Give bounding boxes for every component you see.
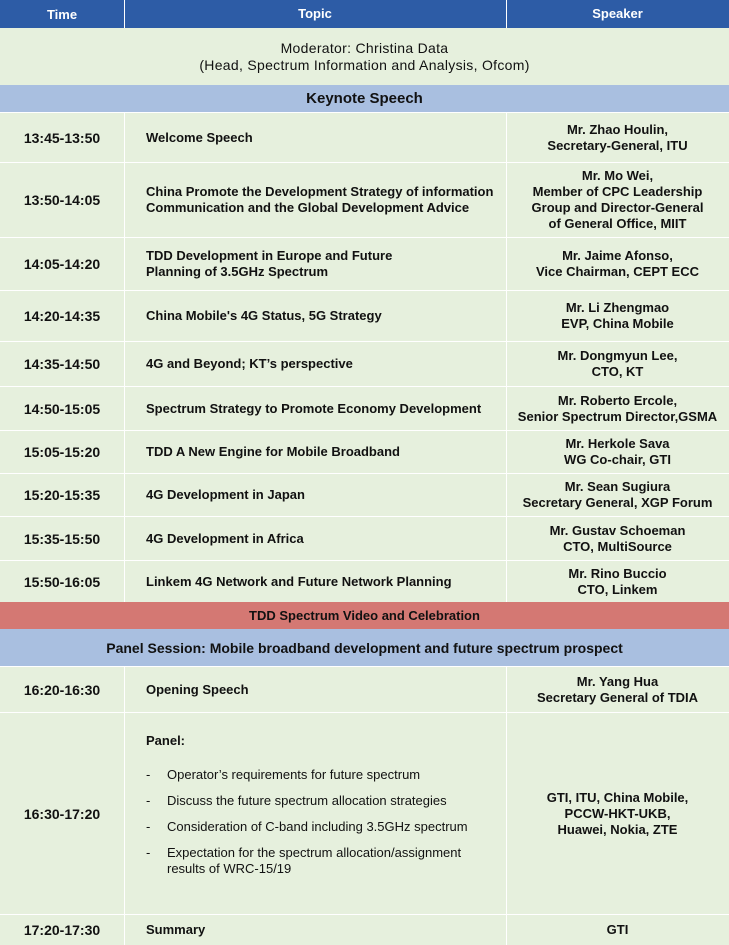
opening-topic: Opening Speech (146, 681, 249, 697)
header-topic: Topic (298, 6, 332, 21)
session-row (0, 473, 729, 516)
session-topic-line: TDD Development in Europe and Future (146, 248, 393, 263)
session-speaker-line: Mr. Herkole Sava (565, 436, 670, 451)
bullet-dash: - (146, 819, 151, 834)
session-speaker (506, 474, 729, 516)
header-time: Time (46, 6, 78, 22)
moderator-block (0, 28, 729, 85)
session-topic (124, 113, 506, 162)
session-speaker (506, 163, 729, 237)
panel-item-text: results of WRC-15/19 (167, 861, 292, 876)
bullet-dash: - (146, 845, 151, 860)
panel-item-text: Operator’s requirements for future spectrum (167, 767, 421, 782)
session-topic-line: Planning of 3.5GHz Spectrum (146, 264, 329, 279)
session-topic-line: 4G and Beyond; KT’s perspective (146, 356, 353, 371)
opening-time: 16:20-16:30 (23, 681, 101, 698)
session-speaker-line: WG Co-chair, GTI (564, 452, 671, 467)
summary-speaker: GTI (606, 922, 629, 937)
session-topic-line: 4G Development in Japan (146, 487, 305, 502)
panel-item (146, 845, 501, 877)
session-time: 15:35-15:50 (23, 530, 101, 547)
table-header (0, 0, 729, 28)
moderator-name: Moderator: Christina Data (280, 39, 449, 56)
panel-item (146, 767, 501, 783)
session-row (0, 386, 729, 430)
summary-row (0, 914, 729, 945)
session-speaker-line: Senior Spectrum Director,GSMA (517, 408, 718, 424)
session-speaker-line: Mr. Mo Wei, (581, 168, 654, 183)
panel-time: 16:30-17:20 (23, 805, 101, 822)
session-speaker-line: Vice Chairman, CEPT ECC (535, 264, 700, 279)
session-topic-line: 4G Development in Africa (146, 530, 304, 546)
moderator-title: (Head, Spectrum Information and Analysis, Ofcom) (199, 56, 530, 73)
session-speaker-line: Mr. Dongmyun Lee, (557, 348, 678, 363)
session-time: 15:05-15:20 (23, 444, 101, 460)
opening-speaker (506, 667, 729, 712)
session-speaker-line: Mr. Li Zhengmao (565, 300, 670, 315)
panel-topic (124, 713, 506, 914)
session-row (0, 516, 729, 560)
session-speaker-line: EVP, China Mobile (561, 316, 674, 331)
session-time: 14:20-14:35 (23, 308, 101, 324)
session-topic (124, 291, 506, 341)
bullet-dash: - (146, 767, 151, 782)
panel-heading: Panel Session: Mobile broadband development and future spectrum prospect (0, 629, 729, 666)
session-topic-line: China Promote the Development Strategy of information (146, 184, 494, 199)
session-speaker (506, 238, 729, 290)
session-time: 15:20-15:35 (23, 487, 101, 503)
session-topic-line: Communication and the Global Development Advice (146, 200, 470, 215)
session-topic (124, 431, 506, 473)
panel-speaker-line: GTI, ITU, China Mobile, (546, 789, 689, 805)
session-speaker-line: Group and Director-General (531, 200, 704, 215)
session-speaker (506, 387, 729, 430)
session-speaker-line: CTO, Linkem (577, 581, 658, 597)
session-speaker-line: Mr. Sean Sugiura (564, 479, 671, 494)
session-topic (124, 238, 506, 290)
session-speaker-line: CTO, KT (591, 364, 644, 379)
session-topic-line: Spectrum Strategy to Promote Economy Development (146, 400, 482, 416)
panel-label: Panel: (146, 733, 186, 748)
session-topic (124, 387, 506, 430)
session-speaker-line: Mr. Gustav Schoeman (549, 522, 686, 538)
session-topic-line: TDD A New Engine for Mobile Broadband (146, 444, 400, 459)
session-time: 14:35-14:50 (23, 356, 101, 372)
session-row (0, 290, 729, 341)
session-speaker-line: Member of CPC Leadership (532, 184, 703, 199)
session-row (0, 237, 729, 290)
bullet-dash: - (146, 793, 151, 808)
session-row (0, 430, 729, 473)
session-time: 15:50-16:05 (23, 573, 101, 590)
session-speaker (506, 113, 729, 162)
session-row (0, 560, 729, 602)
session-speaker-line: Mr. Roberto Ercole, (557, 392, 678, 408)
session-time: 14:05-14:20 (23, 256, 101, 272)
session-row (0, 112, 729, 162)
panel-item-text: Consideration of C-band including 3.5GHz spectrum (167, 819, 468, 834)
session-speaker-line: of General Office, MIIT (548, 216, 687, 231)
summary-topic: Summary (146, 922, 206, 937)
session-time: 13:45-13:50 (23, 129, 101, 146)
session-topic-line: Welcome Speech (146, 129, 253, 145)
session-time: 14:50-15:05 (23, 400, 101, 417)
opening-speaker-line: Secretary General of TDIA (536, 689, 699, 705)
session-topic (124, 517, 506, 560)
session-topic (124, 342, 506, 386)
session-topic-line: China Mobile's 4G Status, 5G Strategy (146, 308, 382, 323)
header-speaker: Speaker (592, 6, 643, 21)
session-speaker-line: CTO, MultiSource (563, 538, 672, 554)
keynote-heading: Keynote Speech (0, 85, 729, 112)
session-speaker-line: Secretary General, XGP Forum (522, 495, 713, 510)
session-topic (124, 561, 506, 602)
session-topic (124, 163, 506, 237)
session-speaker (506, 291, 729, 341)
panel-speaker-line: PCCW-HKT-UKB, (564, 805, 671, 821)
session-row (0, 341, 729, 386)
panel-item-text: Discuss the future spectrum allocation strategies (167, 793, 447, 808)
session-speaker (506, 431, 729, 473)
summary-time: 17:20-17:30 (23, 922, 101, 938)
opening-row (0, 666, 729, 712)
session-speaker-line: Mr. Jaime Afonso, (562, 248, 673, 263)
panel-speaker-line: Huawei, Nokia, ZTE (557, 821, 678, 837)
session-speaker-line: Mr. Rino Buccio (568, 565, 667, 581)
session-topic (124, 474, 506, 516)
session-speaker (506, 561, 729, 602)
session-speaker-line: Mr. Zhao Houlin, (566, 121, 669, 137)
panel-speakers (506, 713, 729, 914)
opening-speaker-line: Mr. Yang Hua (576, 673, 659, 689)
panel-row (0, 712, 729, 914)
panel-item-text: Expectation for the spectrum allocation/assignment (167, 845, 462, 860)
session-speaker (506, 342, 729, 386)
session-row (0, 162, 729, 237)
session-time: 13:50-14:05 (23, 192, 101, 208)
video-heading: TDD Spectrum Video and Celebration (0, 602, 729, 629)
session-speaker (506, 517, 729, 560)
session-topic-line: Linkem 4G Network and Future Network Planning (146, 573, 452, 589)
session-speaker-line: Secretary-General, ITU (547, 137, 688, 153)
panel-item (146, 819, 501, 835)
panel-item (146, 793, 501, 809)
